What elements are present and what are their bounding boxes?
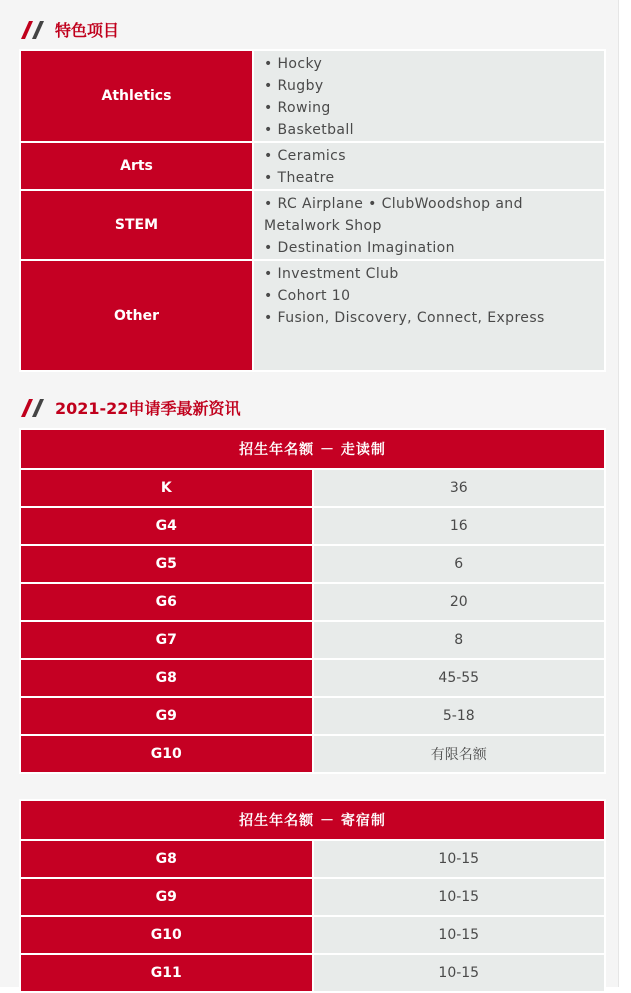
count-cell: 10-15 [313,916,606,954]
table-row [20,142,605,190]
count-cell: 36 [313,469,606,507]
list-item: • Investment Club [264,266,399,282]
features-table [19,49,606,372]
grade-cell: G8 [20,659,313,697]
section-title-features [21,18,119,41]
grade-cell: G9 [20,878,313,916]
list-item: • Cohort 10 [264,288,351,304]
table-row [20,621,605,659]
count-cell: 20 [313,583,606,621]
grade-cell: G6 [20,583,313,621]
grade-cell: G9 [20,697,313,735]
list-item: • Ceramics [264,148,346,164]
list-item: • Destination Imagination [264,240,455,256]
feature-label-stem: STEM [20,190,253,260]
day-quota-table [19,428,606,774]
count-cell: 6 [313,545,606,583]
feature-items [253,260,605,371]
boarding-quota-header: 招生年名额 － 寄宿制 [20,800,605,840]
list-item: • Basketball [264,122,354,138]
count-cell: 8 [313,621,606,659]
list-item: • Rugby [264,78,324,94]
section-title-text: 2021-22申请季最新资讯 [55,399,241,418]
day-quota-header: 招生年名额 － 走读制 [20,429,605,469]
table-row [20,659,605,697]
grade-cell: G10 [20,916,313,954]
count-cell: 10-15 [313,840,606,878]
table-row [20,697,605,735]
table-row [20,50,605,142]
list-item: • Fusion, Discovery, Connect, Express [264,310,545,326]
double-slash-icon [21,21,47,39]
feature-items [253,142,605,190]
list-item: • Hocky [264,56,323,72]
table-row [20,507,605,545]
table-row [20,545,605,583]
count-cell: 5-18 [313,697,606,735]
section-title-text: 特色项目 [55,21,120,40]
list-item: • Rowing [264,100,331,116]
list-item: • Theatre [264,170,335,186]
count-cell: 16 [313,507,606,545]
feature-label-arts: Arts [20,142,253,190]
feature-label-other: Other [20,260,253,371]
count-cell: 10-15 [313,878,606,916]
section-title-admissions [21,396,240,419]
grade-cell: G11 [20,954,313,992]
list-item: • RC Airplane • ClubWoodshop and Metalwork Shop [264,196,523,234]
count-cell: 有限名额 [313,735,606,773]
grade-cell: K [20,469,313,507]
table-row [20,469,605,507]
grade-cell: G5 [20,545,313,583]
grade-cell: G7 [20,621,313,659]
count-cell: 10-15 [313,954,606,992]
table-row [20,583,605,621]
feature-items [253,190,605,260]
double-slash-icon [21,399,47,417]
table-row [20,190,605,260]
boarding-quota-table [19,799,606,993]
table-header-row [20,429,605,469]
feature-items [253,50,605,142]
table-row [20,840,605,878]
grade-cell: G10 [20,735,313,773]
grade-cell: G4 [20,507,313,545]
table-row [20,954,605,992]
table-row [20,878,605,916]
count-cell: 45-55 [313,659,606,697]
table-row [20,735,605,773]
grade-cell: G8 [20,840,313,878]
table-header-row [20,800,605,840]
table-row [20,260,605,371]
table-row [20,916,605,954]
feature-label-athletics: Athletics [20,50,253,142]
